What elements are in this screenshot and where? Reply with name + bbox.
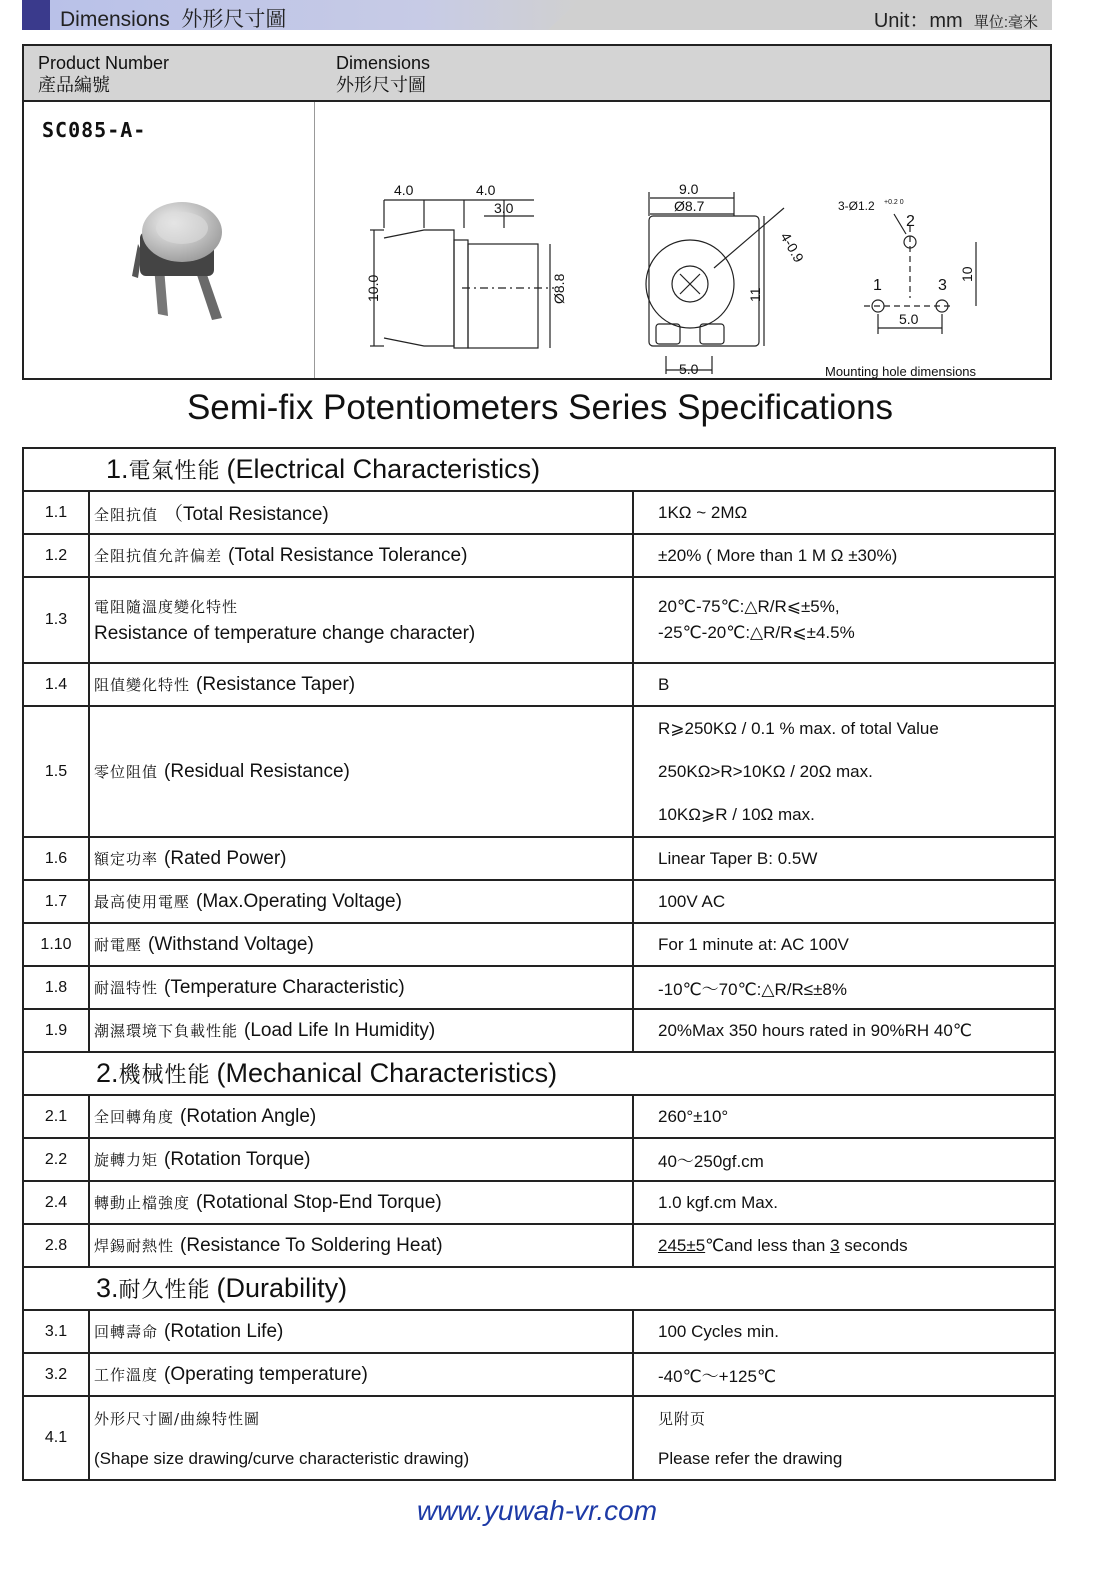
- table-row: 1.8 耐溫特性 (Temperature Characteristic) -10℃～70℃:△R/R≤±8%: [23, 966, 1055, 1009]
- product-photo: [124, 196, 244, 326]
- header-accent: [22, 0, 50, 30]
- dim-side-height: 10.0: [365, 274, 381, 302]
- dim-front-height: 11: [747, 287, 763, 302]
- section-header-electrical: 1.電氣性能 (Electrical Characteristics): [23, 448, 1055, 491]
- product-number-heading: Product Number 產品編號: [38, 53, 170, 95]
- spec-table: [22, 447, 1056, 1481]
- table-row: 1.3 電阻隨溫度變化特性 Resistance of temperature change character) 20℃-75℃:△R/R⩽±5%, -25℃-20℃:△R/R⩽±4.5%: [23, 577, 1055, 663]
- product-box: [22, 44, 1052, 380]
- hole-caption: Mounting hole dimensions: [825, 364, 977, 379]
- section-header-mechanical: 2.機械性能 (Mechanical Characteristics): [23, 1052, 1055, 1095]
- dim-side-diameter: Ø8.8: [551, 273, 567, 304]
- hole-label-2: 2: [906, 213, 915, 230]
- dim-front-pitch: 5.0: [679, 361, 699, 377]
- dim-hole-width: 5.0: [899, 311, 919, 327]
- table-row: 2.8 焊錫耐熱性 (Resistance To Soldering Heat) 245±5℃and less than 3 seconds: [23, 1224, 1055, 1267]
- header-unit: Unit：mm 單位:毫米: [873, 10, 1038, 32]
- dim-side-d3: 3.0: [494, 200, 514, 216]
- table-row: 4.1 外形尺寸圖/曲線特性圖 (Shape size drawing/curve characteristic drawing) 见附页 Please refer the drawing: [23, 1396, 1055, 1480]
- table-row: 1.2 全阻抗值允許偏差 (Total Resistance Tolerance) ±20% ( More than 1 M Ω ±30%): [23, 534, 1055, 577]
- table-row: 2.2 旋轉力矩 (Rotation Torque) 40～250gf.cm: [23, 1138, 1055, 1181]
- dimensions-heading: Dimensions 外形尺寸圖: [336, 53, 431, 95]
- website-link[interactable]: www.yuwah-vr.com: [416, 1495, 658, 1526]
- table-row: 1.5 零位阻值 (Residual Resistance) R⩾250KΩ / 0.1 % max. of total Value 250KΩ>R>10KΩ / 20Ω max. 10KΩ⩾R / 10Ω max.: [23, 706, 1055, 837]
- table-row: 1.4 阻值變化特性 (Resistance Taper) B: [23, 663, 1055, 706]
- hole-label-3: 3: [938, 277, 947, 294]
- dim-hole-spec: 3-Ø1.2: [838, 199, 875, 213]
- dim-front-width: 9.0: [679, 181, 699, 197]
- table-row: 3.2 工作溫度 (Operating temperature) -40℃～+125℃: [23, 1353, 1055, 1396]
- section-header-durability: 3.耐久性能 (Durability): [23, 1267, 1055, 1310]
- header-bar: [22, 0, 1052, 30]
- product-header: [24, 46, 1050, 102]
- table-row: 1.9 潮濕環境下負載性能 (Load Life In Humidity) 20%Max 350 hours rated in 90%RH 40℃: [23, 1009, 1055, 1052]
- dim-side-d2: 4.0: [476, 182, 496, 198]
- page-title: Semi-fix Potentiometers Series Specifications: [186, 388, 894, 427]
- table-row: 2.1 全回轉角度 (Rotation Angle) 260°±10°: [23, 1095, 1055, 1138]
- table-row: 1.6 額定功率 (Rated Power) Linear Taper B: 0.5W: [23, 837, 1055, 880]
- dim-hole-height: 10: [959, 266, 975, 282]
- hole-label-1: 1: [873, 277, 882, 294]
- column-divider: [314, 102, 315, 378]
- dim-side-d1: 4.0: [394, 182, 414, 198]
- table-row: 3.1 回轉壽命 (Rotation Life) 100 Cycles min.: [23, 1310, 1055, 1353]
- table-row: 1.1 全阻抗值 （Total Resistance) 1KΩ ~ 2MΩ: [23, 491, 1055, 534]
- dim-front-pin: 4-0.9: [777, 229, 808, 266]
- dim-hole-tolerance: +0.2 0: [884, 199, 904, 206]
- header-title: Dimensions 外形尺寸圖: [60, 8, 287, 31]
- dimension-drawing: [354, 178, 1014, 388]
- dim-front-diameter: Ø8.7: [674, 198, 705, 214]
- table-row: 1.10 耐電壓 (Withstand Voltage) For 1 minute at: AC 100V: [23, 923, 1055, 966]
- product-number: SC085-A-: [42, 118, 147, 142]
- table-row: 1.7 最高使用電壓 (Max.Operating Voltage) 100V AC: [23, 880, 1055, 923]
- table-row: 2.4 轉動止檔強度 (Rotational Stop-End Torque) 1.0 kgf.cm Max.: [23, 1181, 1055, 1224]
